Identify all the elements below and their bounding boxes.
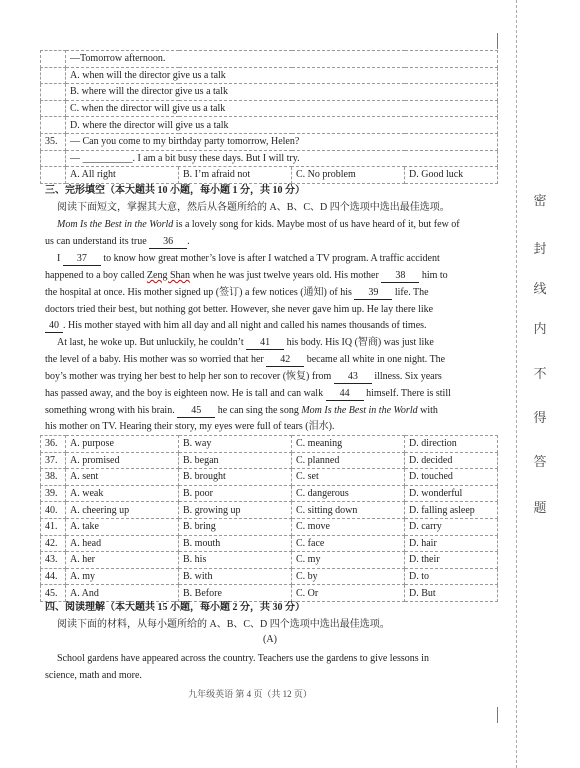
table-row [41, 452, 498, 469]
q34-option-b: B. where will the director give us a talk [66, 84, 498, 101]
passage-line: us can understand its true 36 . [45, 236, 190, 247]
option-b: B. bring [179, 518, 292, 535]
option-b: B. mouth [179, 535, 292, 552]
blank-41: 41 [246, 336, 284, 350]
option-d: D. their [405, 552, 498, 569]
table-row [41, 84, 498, 101]
question-number: 39. [41, 485, 66, 502]
question-number: 37. [41, 452, 66, 469]
blank-37: 37 [63, 252, 101, 266]
song-title: Mom Is the Best in the World [57, 219, 174, 230]
blank-38: 38 [381, 269, 419, 283]
option-b: B. began [179, 452, 292, 469]
table-row [41, 502, 498, 519]
option-a: A. her [66, 552, 179, 569]
question-number: 43. [41, 552, 66, 569]
table-row [41, 552, 498, 569]
table-row [41, 150, 498, 167]
option-d: D. touched [405, 469, 498, 486]
option-d: D. decided [405, 452, 498, 469]
table-row [41, 535, 498, 552]
option-d: D. falling asleep [405, 502, 498, 519]
option-d: D. to [405, 568, 498, 585]
q35-option-c: C. No problem [292, 167, 405, 184]
table-row [41, 485, 498, 502]
sealing-char: 密 [533, 194, 547, 209]
table-row [41, 167, 498, 184]
q34-option-c: C. when the director will give us a talk [66, 100, 498, 117]
q35-option-d: D. Good luck [405, 167, 498, 184]
blank-45: 45 [177, 404, 215, 418]
q35-option-a: A. All right [66, 167, 179, 184]
page-footer: 九年级英语 第 4 页（共 12 页） [188, 689, 312, 699]
option-c: C. face [292, 535, 405, 552]
q35-response: — __________. I am a bit busy these days. But I will try. [66, 150, 498, 167]
song-title: Mom Is the Best in the World [301, 405, 418, 416]
blank-36: 36 [149, 235, 187, 249]
passage-line: something wrong with his brain. 45 he can sing the song Mom Is the Best in the World with [45, 405, 438, 416]
section3-instruction: 阅读下面短文，掌握其大意，然后从各题所给的 A、B、C、D 四个选项中选出最佳选项。 [57, 202, 450, 213]
sealing-char: 线 [533, 282, 547, 297]
q35-question: — Can you come to my birthday party tomorrow, Helen? [66, 133, 498, 150]
option-b: B. Before [179, 585, 292, 602]
blank-39: 39 [354, 286, 392, 300]
question-number: 38. [41, 469, 66, 486]
option-a: A. head [66, 535, 179, 552]
table-row [41, 469, 498, 486]
question-number: 35. [41, 133, 66, 150]
passage-line: his mother on TV. Hearing their story, my eyes were full of tears (泪水). [45, 421, 335, 432]
table-row [41, 117, 498, 134]
option-c: C. my [292, 552, 405, 569]
passage-line: happened to a boy called Zeng Shan when he was just twelve years old. His mother 38 him to [45, 270, 448, 281]
option-a: A. purpose [66, 436, 179, 453]
sealing-char: 答 [533, 455, 547, 470]
sealing-char: 内 [533, 322, 547, 337]
reading-line: School gardens have appeared across the country. Teachers use the gardens to give lessons in [57, 653, 429, 664]
question-number: 36. [41, 436, 66, 453]
option-d: D. carry [405, 518, 498, 535]
passage-line: Mom Is the Best in the World is a lovely song for kids. Maybe most of us have heard of it, but few of [57, 219, 460, 230]
table-row [41, 100, 498, 117]
blank-44: 44 [326, 387, 364, 401]
table-row [41, 436, 498, 453]
option-d: D. hair [405, 535, 498, 552]
sealing-char: 封 [533, 242, 547, 257]
question-table-top [40, 50, 498, 184]
passage-line: the level of a baby. His mother was so worried that her 42 became all white in one night. The [45, 354, 446, 365]
option-d: D. But [405, 585, 498, 602]
option-b: B. way [179, 436, 292, 453]
sealing-char: 不 [533, 367, 547, 382]
sealing-char: 得 [533, 411, 547, 426]
table-row [41, 67, 498, 84]
passage-line: has passed away, and the boy is eighteen now. He is tall and can walk 44 himself. There is still [45, 388, 451, 399]
table-row [41, 133, 498, 150]
blank-40: 40 [45, 319, 63, 333]
passage-line: 40 . His mother stayed with him all day and all night and called his names thousands of times. [45, 318, 500, 335]
question-number: 44. [41, 568, 66, 585]
question-number: 41. [41, 518, 66, 535]
blank-42: 42 [266, 353, 304, 367]
option-c: C. planned [292, 452, 405, 469]
reading-part-label: (A) [263, 634, 277, 645]
option-a: A. take [66, 518, 179, 535]
margin-marker [497, 707, 498, 723]
option-d: D. wonderful [405, 485, 498, 502]
section4-title: 四、阅读理解（本大题共 15 小题，每小题 2 分，共 30 分） [45, 602, 305, 613]
table-row [41, 518, 498, 535]
option-c: C. by [292, 568, 405, 585]
option-d: D. direction [405, 436, 498, 453]
table-row [41, 51, 498, 68]
passage-line: the hospital at once. His mother signed up (签订) a few notices (通知) of his 39 life. The [45, 287, 429, 298]
option-a: A. cheering up [66, 502, 179, 519]
table-row [41, 585, 498, 602]
table-row [41, 568, 498, 585]
option-c: C. set [292, 469, 405, 486]
margin-marker [497, 33, 498, 49]
q34-answer-line: —Tomorrow afternoon. [66, 51, 498, 68]
person-name: Zeng Shan [146, 270, 190, 281]
option-c: C. dangerous [292, 485, 405, 502]
option-a: A. sent [66, 469, 179, 486]
passage-line: boy’s mother was trying her best to help her son to recover (恢复) from 43 illness. Six years [45, 371, 442, 382]
option-b: B. brought [179, 469, 292, 486]
q34-option-d: D. where the director will give us a talk [66, 117, 498, 134]
reading-line: science, math and more. [45, 670, 142, 681]
section3-title: 三、完形填空（本大题共 10 小题，每小题 1 分，共 10 分） [45, 185, 305, 196]
option-b: B. with [179, 568, 292, 585]
section4-instruction: 阅读下面的材料，从每小题所给的 A、B、C、D 四个选项中选出最佳选项。 [57, 619, 390, 630]
passage-line: doctors tried their best, but nothing got better. However, she never gave him up. He lay there like [45, 304, 434, 315]
blank-43: 43 [334, 370, 372, 384]
option-c: C. Or [292, 585, 405, 602]
option-c: C. meaning [292, 436, 405, 453]
option-b: B. his [179, 552, 292, 569]
option-a: A. And [66, 585, 179, 602]
option-a: A. my [66, 568, 179, 585]
option-c: C. sitting down [292, 502, 405, 519]
passage-line: At last, he woke up. But unluckily, he couldn’t 41 his body. His IQ (智商) was just like [57, 337, 434, 348]
sealing-char: 题 [533, 501, 547, 516]
option-c: C. move [292, 518, 405, 535]
passage-line: I 37 to know how great mother’s love is after I watched a TV program. A traffic accident [57, 253, 440, 264]
q35-option-b: B. I’m afraid not [179, 167, 292, 184]
binding-line [516, 0, 517, 768]
option-a: A. promised [66, 452, 179, 469]
question-number: 45. [41, 585, 66, 602]
option-b: B. poor [179, 485, 292, 502]
question-number: 40. [41, 502, 66, 519]
options-table [40, 435, 498, 602]
q34-option-a: A. when will the director give us a talk [66, 67, 498, 84]
option-a: A. weak [66, 485, 179, 502]
question-number: 42. [41, 535, 66, 552]
option-b: B. growing up [179, 502, 292, 519]
